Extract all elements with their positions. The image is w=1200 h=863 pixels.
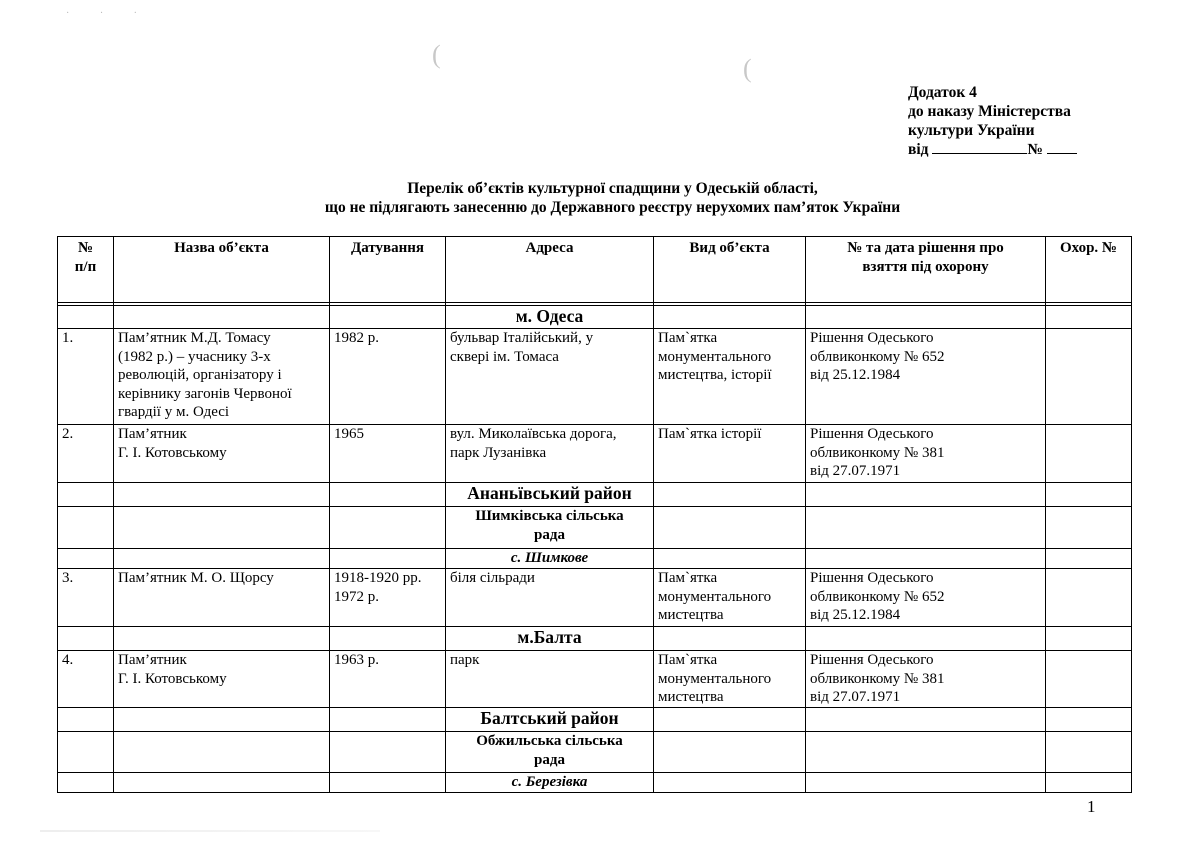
header-type: Вид об’єкта (654, 237, 806, 303)
header-num: № п/п (58, 237, 114, 303)
header-name: Назва об’єкта (114, 237, 330, 303)
cell-type: Пам`ятка монументального мистецтва, історії (654, 329, 806, 425)
cell-protection-no (1046, 425, 1132, 483)
title-line: що не підлягають занесенню до Державного реєстру нерухомих пам’яток України (324, 199, 901, 216)
cell-address: парк (446, 651, 654, 708)
cell-address: бульвар Італійський, у сквері ім. Томаса (446, 329, 654, 425)
cell-protection-no (1046, 329, 1132, 425)
table-row (58, 569, 1132, 627)
header-protection-no: Охор. № (1046, 237, 1132, 303)
cell-address: вул. Миколаївська дорога, парк Лузанівка (446, 425, 654, 483)
appendix-line: культури України (908, 122, 1035, 139)
scan-dust: · · · (66, 8, 151, 19)
cell-name: Пам’ятник Г. І. Котовському (114, 651, 330, 708)
appendix-date-line (908, 140, 1077, 159)
section-label: Ананьївський район (446, 483, 654, 507)
section-label: Обжильська сільська рада (446, 732, 654, 773)
scan-artifact-mark: ( (432, 40, 441, 69)
date-prefix: від (908, 141, 929, 158)
cell-protection-no (1046, 651, 1132, 708)
cell-type: Пам`ятка історії (654, 425, 806, 483)
section-row (58, 549, 1132, 569)
scan-streak (40, 830, 380, 832)
section-label: с. Березівка (446, 773, 654, 793)
page-number: 1 (1087, 797, 1096, 816)
section-label: м.Балта (446, 627, 654, 651)
cell-num: 1. (58, 329, 114, 425)
header-address: Адреса (446, 237, 654, 303)
section-row (58, 507, 1132, 549)
document-title (0, 179, 1200, 217)
section-row (58, 483, 1132, 507)
cell-type: Пам`ятка монументального мистецтва (654, 569, 806, 627)
section-label: м. Одеса (446, 306, 654, 329)
cell-name: Пам’ятник М.Д. Томасу (1982 р.) – учаснику 3-х революцій, організатору і керівнику загонів Червоної гвардії у м. Одесі (114, 329, 330, 425)
cell-decision: Рішення Одеського облвиконкому № 381 від 27.07.1971 (806, 425, 1046, 483)
date-blank (932, 140, 1027, 154)
cell-dating: 1918-1920 рр. 1972 р. (330, 569, 446, 627)
section-label: Шимківська сільська рада (446, 507, 654, 549)
header-decision: № та дата рішення про взяття під охорону (806, 237, 1046, 303)
table-row (58, 329, 1132, 425)
cell-decision: Рішення Одеського облвиконкому № 652 від 25.12.1984 (806, 569, 1046, 627)
cell-address: біля сільради (446, 569, 654, 627)
number-blank (1047, 140, 1077, 154)
cell-num: 2. (58, 425, 114, 483)
cell-name: Пам’ятник М. О. Щорсу (114, 569, 330, 627)
cell-name: Пам’ятник Г. І. Котовському (114, 425, 330, 483)
cell-decision: Рішення Одеського облвиконкому № 652 від 25.12.1984 (806, 329, 1046, 425)
appendix-line: Додаток 4 (908, 84, 977, 101)
cell-dating: 1963 р. (330, 651, 446, 708)
header-dating: Датування (330, 237, 446, 303)
table-row (58, 651, 1132, 708)
cell-type: Пам`ятка монументального мистецтва (654, 651, 806, 708)
section-row (58, 773, 1132, 793)
title-line: Перелік об’єктів культурної спадщини у Одеській області, (407, 180, 818, 197)
cell-protection-no (1046, 569, 1132, 627)
number-sign: № (1027, 141, 1043, 158)
table-row (58, 425, 1132, 483)
cell-decision: Рішення Одеського облвиконкому № 381 від 27.07.1971 (806, 651, 1046, 708)
section-row (58, 627, 1132, 651)
scan-artifact-mark: ( (743, 54, 752, 83)
cell-dating: 1982 р. (330, 329, 446, 425)
table-header-row (58, 237, 1132, 303)
section-row (58, 306, 1132, 329)
heritage-table (57, 236, 1132, 793)
appendix-block (908, 83, 1077, 159)
cell-num: 4. (58, 651, 114, 708)
section-row (58, 732, 1132, 773)
cell-dating: 1965 (330, 425, 446, 483)
section-row (58, 708, 1132, 732)
appendix-line: до наказу Міністерства (908, 103, 1071, 120)
section-label: Балтський район (446, 708, 654, 732)
section-label: с. Шимкове (446, 549, 654, 569)
cell-num: 3. (58, 569, 114, 627)
